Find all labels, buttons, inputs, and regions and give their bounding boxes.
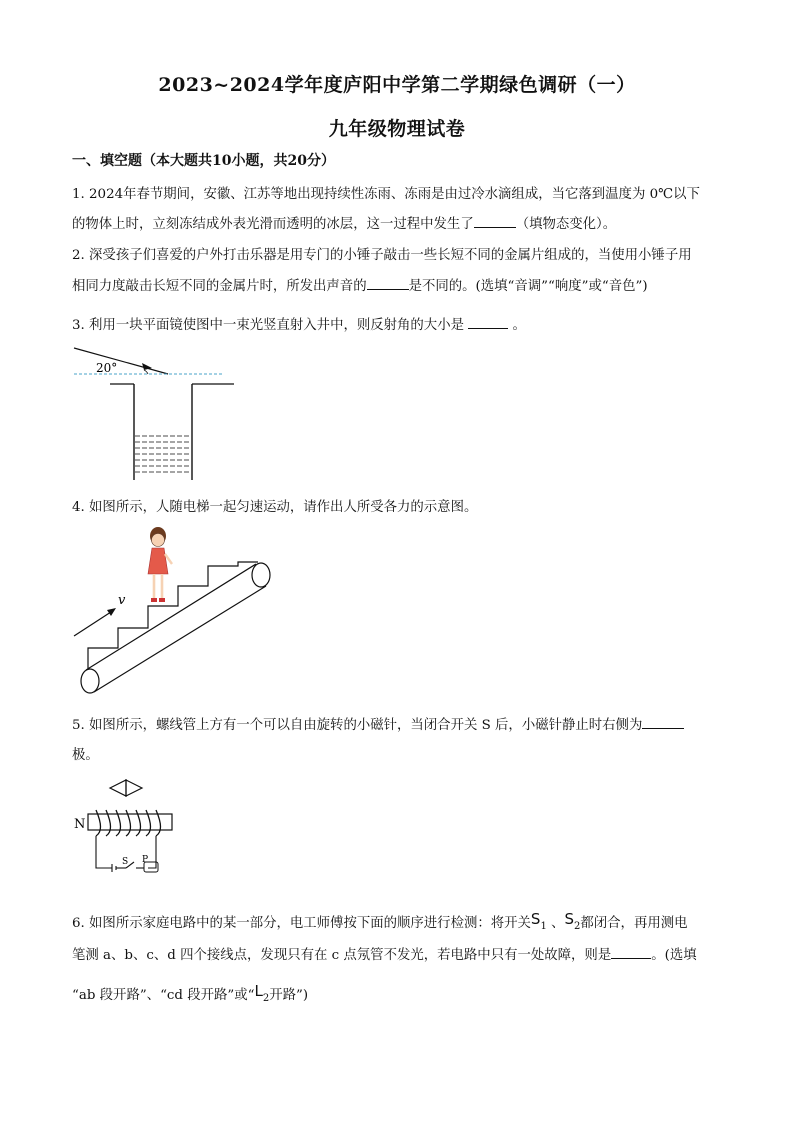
well-water bbox=[135, 436, 191, 472]
q3-text-b: 一束光竖直射入井中，则反射角的大小是 bbox=[222, 318, 464, 333]
q5-answer-blank[interactable] bbox=[642, 716, 684, 729]
velocity-label: v bbox=[118, 593, 126, 608]
q6-text-d: 。(选填 bbox=[651, 948, 697, 963]
q4-text: 4. 如图所示，人随电梯一起匀速运动，请作出人所受各力的示意图。 bbox=[72, 500, 478, 515]
q3-text-a: 3. 利用一块平面镜使图中 bbox=[72, 318, 223, 333]
q5-line1 bbox=[72, 714, 684, 733]
q2-text-b: 是不同的。(选填“音调”“响度”或“音色”) bbox=[408, 279, 648, 294]
escalator-body bbox=[81, 563, 270, 693]
q5-text: 5. 如图所示，螺线管上方有一个可以自由旋转的小磁针，当闭合开关 S 后，小磁针静止时右侧为 bbox=[72, 718, 643, 733]
rheostat-label: P bbox=[142, 855, 149, 865]
q2-line2 bbox=[72, 275, 648, 294]
q2-line1: 2. 深受孩子们喜爱的户外打击乐器是用专门的小锤子敲击一些长短不同的金属片组成的，当使用小锤子用 bbox=[72, 248, 692, 263]
q6-l2-sub: 2 bbox=[262, 993, 270, 1004]
q6-s1: S bbox=[530, 910, 541, 928]
q6-sep: 、 bbox=[551, 916, 565, 931]
q1-text-b: （填物态变化）。 bbox=[515, 217, 617, 232]
q6-line3 bbox=[72, 982, 308, 1004]
q1-answer-blank[interactable] bbox=[474, 215, 516, 228]
velocity-arrow bbox=[74, 610, 114, 636]
q6-text-b: 都闭合，再用测电 bbox=[580, 916, 688, 931]
n-pole-label: N bbox=[74, 817, 86, 832]
q6-line2 bbox=[72, 944, 697, 963]
angle-label: 20° bbox=[96, 361, 118, 375]
q6-answer-blank[interactable] bbox=[611, 946, 651, 959]
q1-line2 bbox=[72, 213, 616, 232]
switch-label: S bbox=[122, 857, 129, 867]
q6-s2: S bbox=[564, 910, 575, 928]
q6-text-f: 开路”) bbox=[269, 988, 309, 1003]
person-figure bbox=[148, 527, 172, 602]
q6-s1-sub: 1 bbox=[540, 921, 547, 932]
q2-answer-blank[interactable] bbox=[367, 277, 409, 290]
q1-text-a: 的物体上时，立刻冻结成外表光滑而透明的冰层，这一过程中发生了 bbox=[72, 217, 474, 232]
q5-solenoid-figure bbox=[72, 776, 192, 876]
compass-needle-icon bbox=[110, 780, 142, 796]
q2-text-a: 相同力度敲击长短不同的金属片时，所发出声音的 bbox=[72, 279, 367, 294]
q6-text-a: 6. 如图所示家庭电路中的某一部分，电工师傅按下面的顺序进行检测：将开关 bbox=[72, 916, 531, 931]
q3-line bbox=[72, 314, 526, 333]
angle-arc bbox=[144, 370, 148, 374]
q4-escalator-figure bbox=[70, 524, 280, 696]
q5-line2: 极。 bbox=[72, 748, 99, 763]
q3-text-c: 。 bbox=[512, 318, 526, 333]
exam-title: 2023~2024学年度庐阳中学第二学期绿色调研（一） bbox=[158, 74, 636, 96]
q3-well-figure bbox=[72, 340, 252, 485]
q6-s2-sub: 2 bbox=[574, 921, 581, 932]
exam-subtitle: 九年级物理试卷 bbox=[328, 118, 466, 140]
q6-text-e: “ab 段开路”、“cd 段开路”或“ bbox=[72, 988, 255, 1003]
q6-l2: L bbox=[254, 982, 263, 1000]
q6-text-c: 笔测 a、b、c、d 四个接线点，发现只有在 c 点氖管不发光，若电路中只有一处故障，则是 bbox=[72, 948, 612, 963]
q6-line1 bbox=[72, 910, 688, 932]
velocity-arrowhead-icon bbox=[107, 608, 116, 616]
light-ray bbox=[74, 348, 168, 374]
section-heading: 一、填空题（本大题共10小题，共20分） bbox=[72, 153, 335, 169]
q3-answer-blank[interactable] bbox=[468, 316, 508, 329]
q1-line1: 1. 2024年春节期间，安徽、江苏等地出现持续性冻雨、冻雨是由过冷水滴组成，当它落到温度为 0℃以下 bbox=[72, 187, 700, 202]
